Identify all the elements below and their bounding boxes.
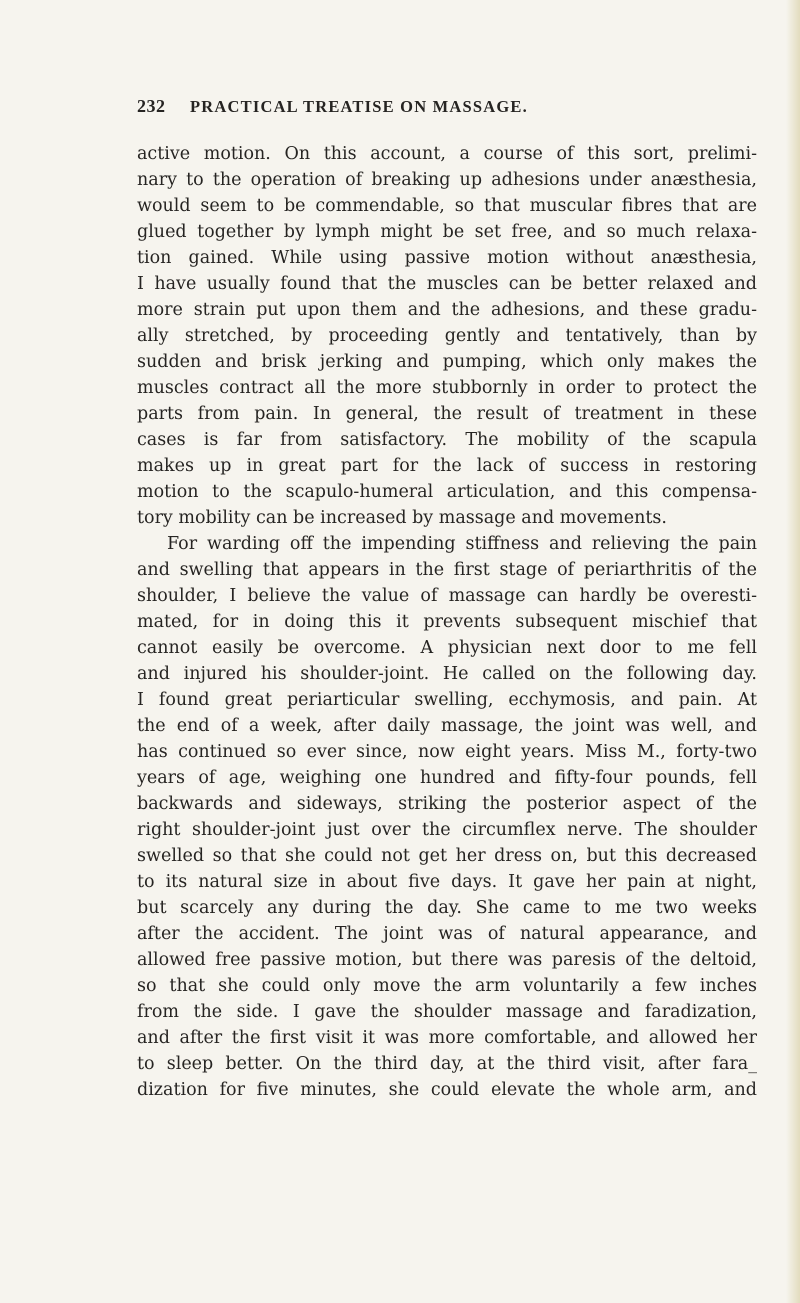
text-line: makes up in great part for the lack of success in restoring (137, 456, 757, 476)
paragraph-first-line: For warding off the impending stiffness and relieving the pain (167, 534, 757, 554)
text-line: cases is far from satisfactory. The mobility of the scapula (137, 430, 757, 450)
text-line: shoulder, I believe the value of massage can hardly be overesti- (137, 586, 757, 606)
text-line: to its natural size in about five days. It gave her pain at night, (137, 872, 757, 892)
page-header (137, 96, 697, 120)
text-line: so that she could only move the arm voluntarily a few inches (137, 976, 757, 996)
text-line: active motion. On this account, a course of this sort, prelimi- (137, 144, 757, 164)
text-line: but scarcely any during the day. She came to me two weeks (137, 898, 757, 918)
text-line: and after the first visit it was more comfortable, and allowed her (137, 1028, 757, 1048)
text-line: the end of a week, after daily massage, the joint was well, and (137, 716, 757, 736)
text-line: tory mobility can be increased by massage and movements. (137, 508, 667, 528)
text-line: parts from pain. In general, the result of treatment in these (137, 404, 757, 424)
text-line: to sleep better. On the third day, at the third visit, after fara_ (137, 1054, 757, 1074)
text-line: right shoulder-joint just over the circumflex nerve. The shoulder (137, 820, 757, 840)
page-number: 232 (137, 96, 166, 116)
page-edge-shadow (786, 0, 800, 1303)
body-text (137, 141, 757, 1103)
text-line: has continued so ever since, now eight years. Miss M., forty-two (137, 742, 757, 762)
text-line: dization for five minutes, she could elevate the whole arm, and (137, 1080, 757, 1100)
text-line: I found great periarticular swelling, ecchymosis, and pain. At (137, 690, 757, 710)
text-line: more strain put upon them and the adhesions, and these gradu- (137, 300, 757, 320)
text-line: ally stretched, by proceeding gently and tentatively, than by (137, 326, 757, 346)
text-line: glued together by lymph might be set free, and so much relaxa- (137, 222, 757, 242)
text-line: mated, for in doing this it prevents subsequent mischief that (137, 612, 757, 632)
text-line: nary to the operation of breaking up adhesions under anæsthesia, (137, 170, 757, 190)
text-line: and injured his shoulder-joint. He called on the following day. (137, 664, 757, 684)
text-line: from the side. I gave the shoulder massage and faradization, (137, 1002, 757, 1022)
running-head: PRACTICAL TREATISE ON MASSAGE. (190, 97, 528, 116)
text-line: allowed free passive motion, but there was paresis of the deltoid, (137, 950, 757, 970)
text-line: motion to the scapulo-humeral articulation, and this compensa- (137, 482, 757, 502)
text-line: I have usually found that the muscles can be better relaxed and (137, 274, 757, 294)
text-line: and swelling that appears in the first stage of periarthritis of the (137, 560, 757, 580)
text-line: sudden and brisk jerking and pumping, which only makes the (137, 352, 757, 372)
text-line: backwards and sideways, striking the posterior aspect of the (137, 794, 757, 814)
text-line: tion gained. While using passive motion without anæsthesia, (137, 248, 757, 268)
text-line: swelled so that she could not get her dress on, but this decreased (137, 846, 757, 866)
text-line: years of age, weighing one hundred and fifty-four pounds, fell (137, 768, 757, 788)
text-line: after the accident. The joint was of natural appearance, and (137, 924, 757, 944)
text-line: muscles contract all the more stubbornly in order to protect the (137, 378, 757, 398)
text-line: cannot easily be overcome. A physician next door to me fell (137, 638, 757, 658)
text-line: would seem to be commendable, so that muscular fibres that are (137, 196, 757, 216)
